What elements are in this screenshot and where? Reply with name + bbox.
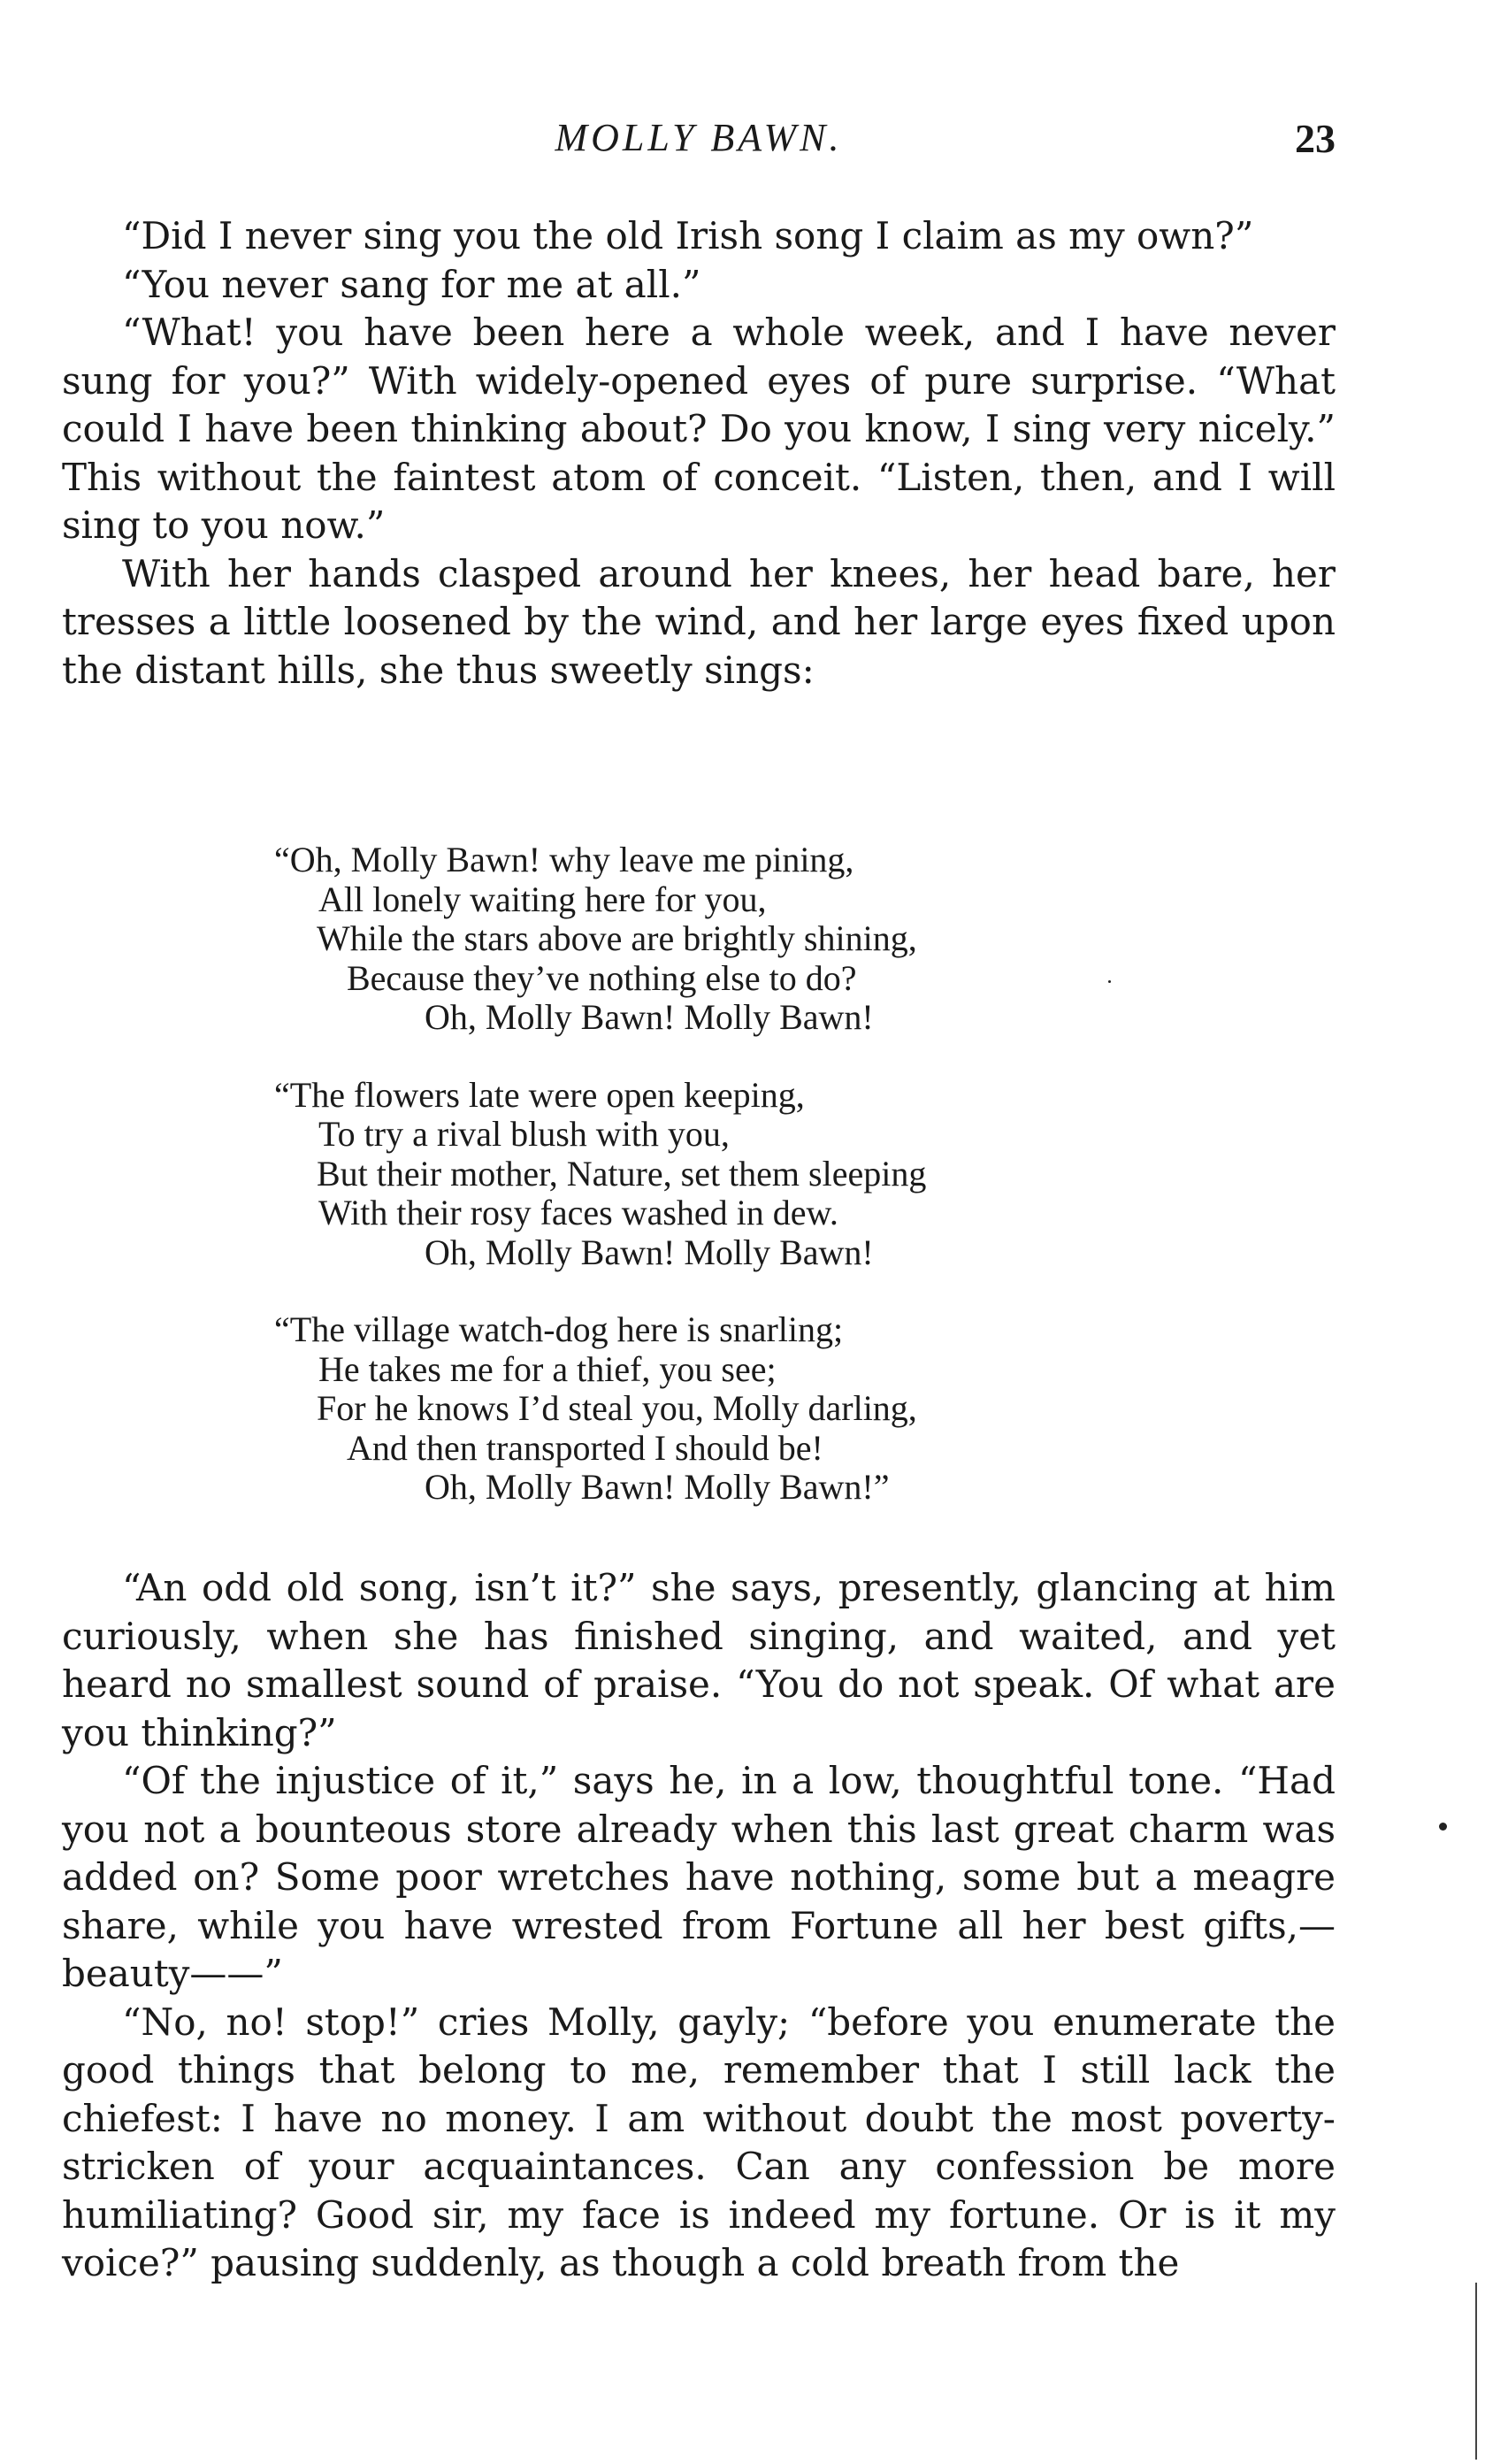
paragraph: “An odd old song, isn’t it?” she says, presently, glancing at him curiously, when she has finished singing, and waited, and yet heard no smallest sound of praise. “You do not speak. Of what are you thinking?” <box>62 1566 1336 1754</box>
verse-line: Oh, Molly Bawn! Molly Bawn! <box>425 997 874 1037</box>
paragraph: With her hands clasped around her knees, her head bare, her tresses a little loosened by the wind, and her large eyes fixed upon the distant hills, she thus sweetly sings: <box>62 551 1336 692</box>
paragraph: “What! you have been here a whole week, and I have never sung for you?” With widely-opened eyes of pure surprise. “What could I have been thinking about? Do you know, I sing very nicely.” This without the faintest atom of conceit. “Listen, then, and I will sing to you now.” <box>62 311 1336 547</box>
verse-line: Oh, Molly Bawn! Molly Bawn! <box>425 1232 874 1272</box>
verse-line: But their mother, Nature, set them sleeping <box>317 1153 927 1194</box>
page-edge-shadow <box>1475 2283 1477 2460</box>
verse-line: While the stars above are brightly shining, <box>317 918 917 958</box>
verse-line: With their rosy faces washed in dew. <box>318 1193 838 1232</box>
ink-speck <box>1439 1823 1447 1831</box>
running-title: MOLLY BAWN. <box>555 116 843 159</box>
verse-line: “The flowers late were open keeping, <box>274 1074 805 1115</box>
page-header <box>62 115 1336 177</box>
verse-line: To try a rival blush with you, <box>318 1114 730 1154</box>
verse-line: All lonely waiting here for you, <box>318 879 767 919</box>
verse-line: “The village watch-dog here is snarling; <box>274 1309 844 1349</box>
page-number: 23 <box>1295 116 1336 161</box>
song-verses <box>274 841 1159 1546</box>
paragraph: “You never sang for me at all.” <box>122 262 701 306</box>
verse-line: Oh, Molly Bawn! Molly Bawn!” <box>425 1467 890 1507</box>
bottom-text-block <box>62 1564 1336 2288</box>
stanza <box>274 1076 1159 1273</box>
ink-speck <box>1108 980 1111 983</box>
verse-line: For he knows I’d steal you, Molly darling, <box>317 1388 917 1428</box>
verse-line: “Oh, Molly Bawn! why leave me pining, <box>274 840 854 879</box>
paragraph: “Of the injustice of it,” says he, in a low, thoughtful tone. “Had you not a bounteous store already when this last great charm was added on? Some poor wretches have nothing, some but a meagre share, while you have wrested from Fortune all her best gifts,—beauty——” <box>62 1759 1336 1995</box>
verse-line: He takes me for a thief, you see; <box>318 1348 777 1389</box>
paragraph: “No, no! stop!” cries Molly, gayly; “before you enumerate the good things that belong to me, remember that I still lack the chiefest: I have no money. I am without doubt the most poverty-stricken of your acquaintances. Can any confession be more humiliating? Good sir, my face is indeed my fortune. Or is it my voice?” pausing suddenly, as though a cold breath from the <box>62 2000 1336 2284</box>
verse-line: And then transported I should be! <box>347 1427 823 1468</box>
stanza <box>274 841 1159 1038</box>
top-text-block <box>62 212 1336 695</box>
verse-line: Because they’ve nothing else to do? <box>347 957 857 998</box>
stanza <box>274 1310 1159 1508</box>
paragraph: “Did I never sing you the old Irish song I claim as my own?” <box>122 214 1254 257</box>
